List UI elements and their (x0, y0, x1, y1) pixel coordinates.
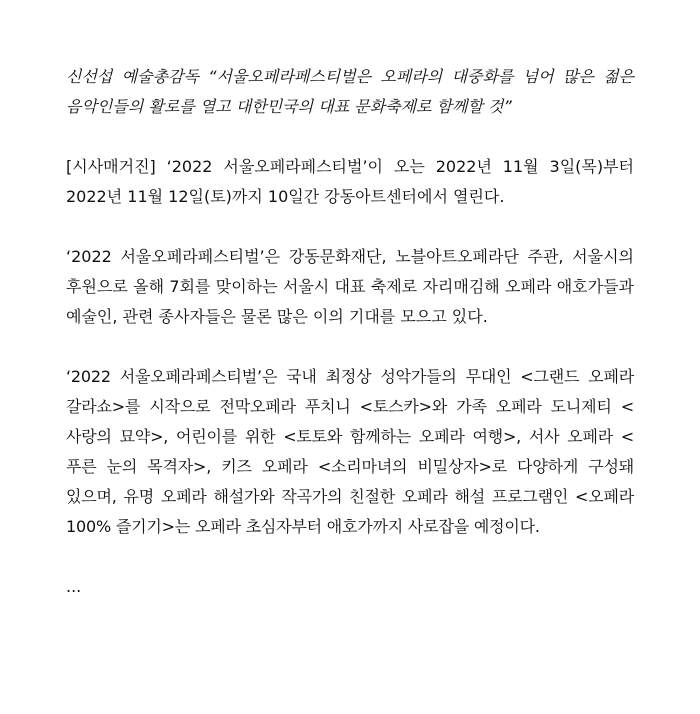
article-paragraph-organizers: ‘2022 서울오페라페스티벌’은 강동문화재단, 노블아트오페라단 주관, 서울시의 후원으로 올해 7회를 맞이하는 서울시 대표 축제로 자리매김해 오페라 애호가들과 예술인, 관련 종사자들은 물론 많은 이의 기대를 모으고 있다. (66, 247, 634, 326)
article-body (66, 62, 634, 602)
article-lead-quote: 신선섭 예술총감독 “서울오페라페스티벌은 오페라의 대중화를 넘어 많은 젊은 음악인들의 활로를 열고 대한민국의 대표 문화축제로 함께할 것” (66, 67, 634, 116)
article-ellipsis: ... (66, 577, 82, 596)
article-paragraph-intro: [시사매거진] ‘2022 서울오페라페스티벌’이 오는 2022년 11월 3일(목)부터 2022년 11월 12일(토)까지 10일간 강동아트센터에서 열린다. (66, 157, 634, 206)
article-paragraph-program: ‘2022 서울오페라페스티벌’은 국내 최정상 성악가들의 무대인 <그랜드 오페라 갈라쇼>를 시작으로 전막오페라 푸치니 <토스카>와 가족 오페라 도니제티 <사랑의 묘약>, 어린이를 위한 <토토와 함께하는 오페라 여행>, 서사 오페라 <푸른 눈의 목격자>, 키즈 오페라 <소리마녀의 비밀상자>로 다양하게 구성돼 있으며, 유명 오페라 해설가와 작곡가의 친절한 오페라 해설 프로그램인 <오페라 100% 즐기기>는 오페라 초심자부터 애호가까지 사로잡을 예정이다. (66, 367, 634, 536)
